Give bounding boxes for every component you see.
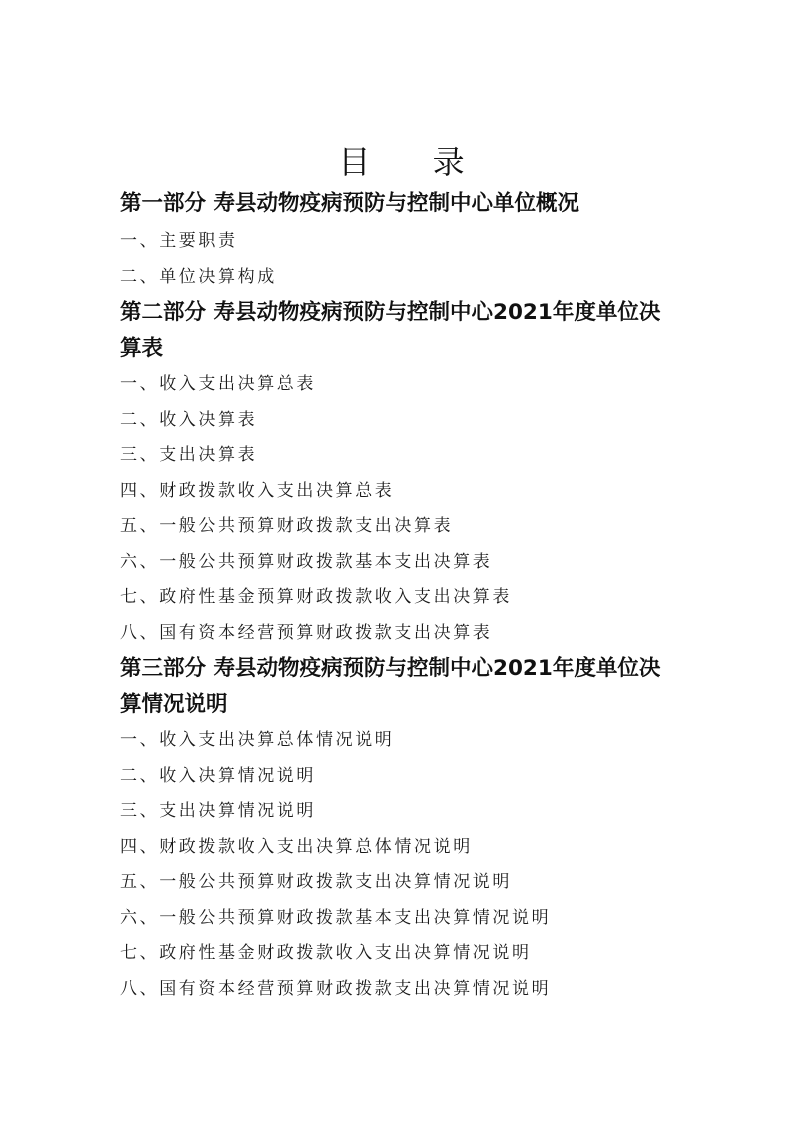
- part-2-item: 一、收入支出决算总表: [120, 374, 316, 394]
- part-2-item: 二、收入决算表: [120, 409, 258, 430]
- part-3-item: 二、收入决算情况说明: [120, 765, 316, 786]
- part-3-heading: 第三部分 寿县动物疫病预防与控制中心2021年度单位决算情况说明: [120, 656, 661, 717]
- part-1-item: 二、单位决算构成: [120, 266, 277, 287]
- toc-title: 目 录: [338, 143, 491, 181]
- part-3-item: 一、收入支出决算总体情况说明: [120, 730, 395, 750]
- part-2-heading: 第二部分 寿县动物疫病预防与控制中心2021年度单位决算表: [120, 300, 661, 361]
- part-2-item: 五、一般公共预算财政拨款支出决算表: [120, 516, 454, 536]
- part-2-section: [120, 295, 683, 651]
- part-3-item: 五、一般公共预算财政拨款支出决算情况说明: [120, 872, 512, 892]
- part-3-item: 四、财政拨款收入支出决算总体情况说明: [120, 836, 473, 857]
- part-2-item: 八、国有资本经营预算财政拨款支出决算表: [120, 622, 493, 643]
- part-3-item: 八、国有资本经营预算财政拨款支出决算情况说明: [120, 978, 552, 999]
- part-1-item: 一、主要职责: [120, 231, 238, 251]
- part-2-item: 三、支出决算表: [120, 445, 258, 465]
- part-3-section: [120, 651, 683, 1007]
- part-2-item: 六、一般公共预算财政拨款基本支出决算表: [120, 551, 493, 572]
- part-3-item: 六、一般公共预算财政拨款基本支出决算情况说明: [120, 907, 552, 928]
- part-1-section: [120, 186, 683, 295]
- part-2-item: 七、政府性基金预算财政拨款收入支出决算表: [120, 587, 512, 607]
- part-3-item: 三、支出决算情况说明: [120, 801, 316, 821]
- part-3-item: 七、政府性基金财政拨款收入支出决算情况说明: [120, 943, 532, 963]
- part-1-heading: 第一部分 寿县动物疫病预防与控制中心单位概况: [120, 191, 579, 216]
- part-2-item: 四、财政拨款收入支出决算总表: [120, 480, 395, 501]
